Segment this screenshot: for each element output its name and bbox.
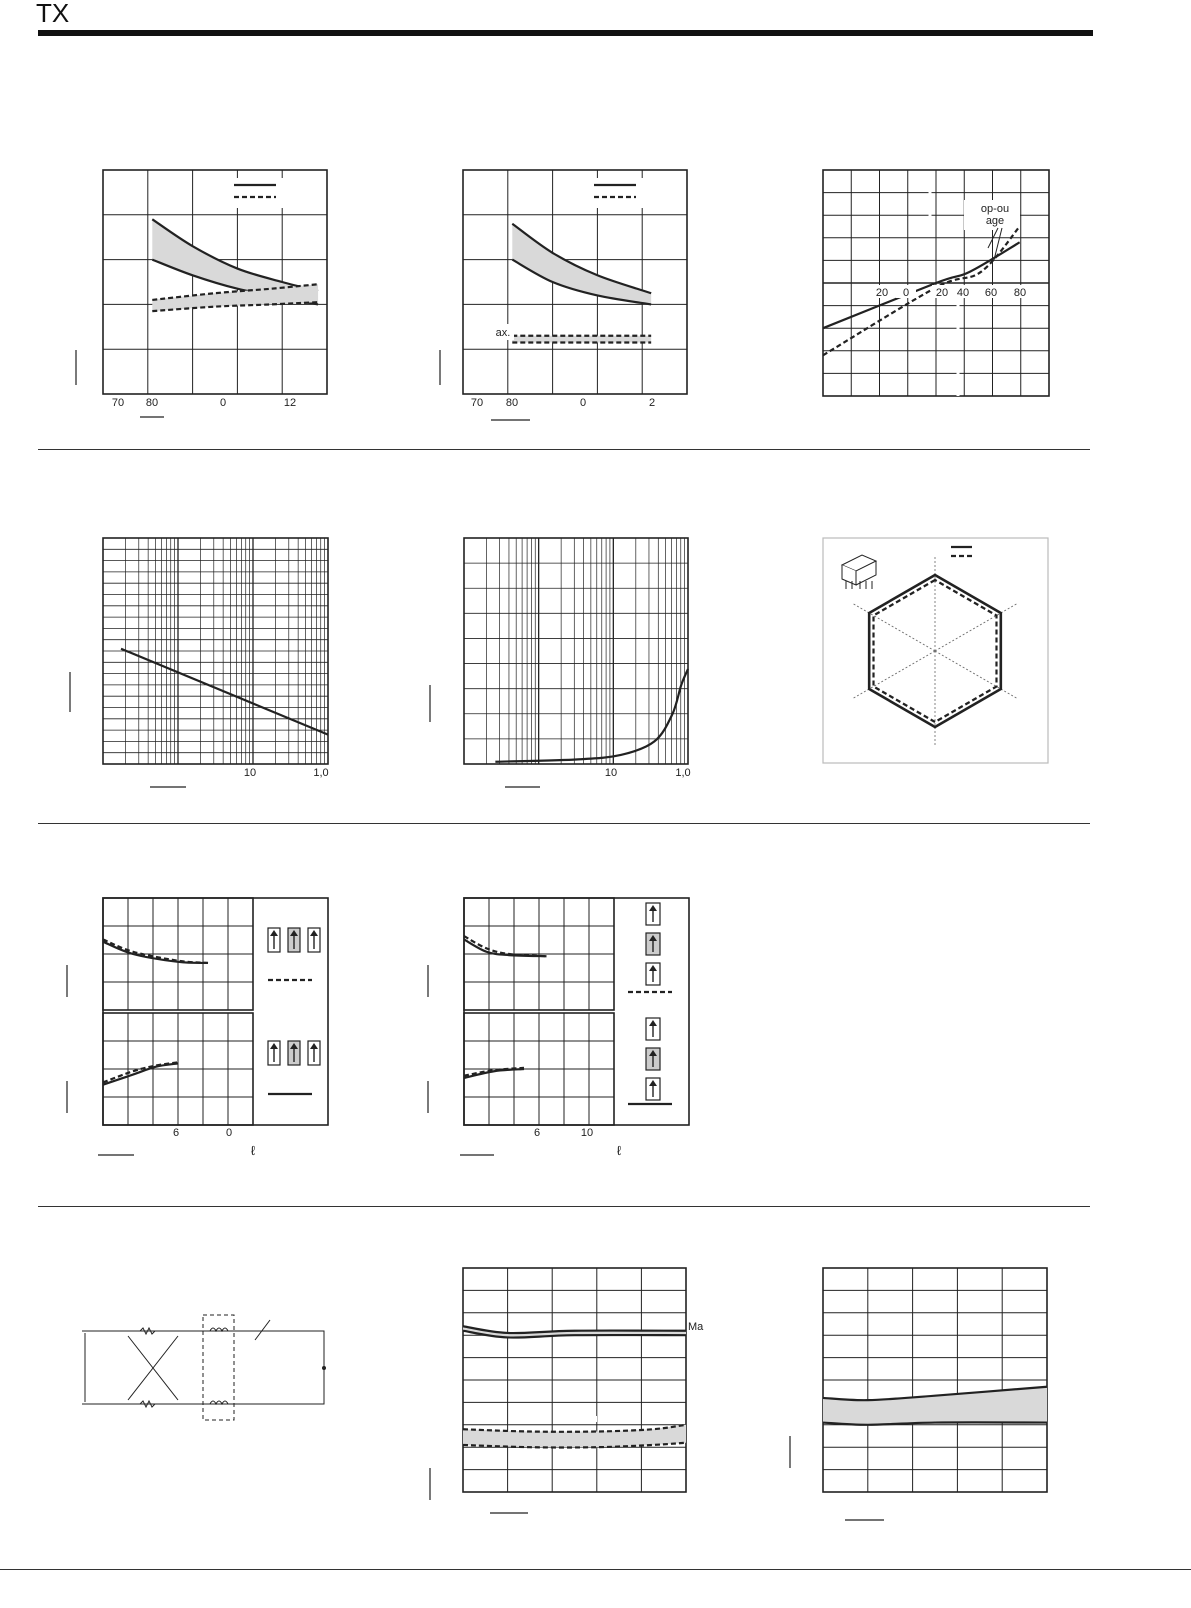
- chart3-x-tick-label: 40: [956, 287, 970, 299]
- chart4-series-0-line: [121, 649, 328, 735]
- chart2-x-tick-label: 80: [505, 397, 519, 409]
- chart5-frame: [464, 538, 688, 764]
- chart10-annotation: Ma: [688, 1321, 704, 1333]
- chart1-x-tick-label: 0: [219, 397, 227, 409]
- chart10-series-1-band-area: [463, 1425, 686, 1447]
- chart5-x-tick-label: 10: [604, 767, 618, 779]
- chart3-x-tick-label: 20: [875, 287, 889, 299]
- chart7-top-coil-icon: [268, 928, 280, 952]
- chart5-series-0-line: [495, 669, 688, 762]
- chart1-legend-box: [230, 178, 326, 208]
- chart5-x-tick-label: 1,0: [675, 767, 691, 779]
- c7-panel-0-series-1-line: [103, 942, 208, 963]
- chart4-x-tick-label: 1,0: [313, 767, 329, 779]
- chart4-x-tick-label: 10: [243, 767, 257, 779]
- chart7-bottom-coil-icon: [308, 1041, 320, 1065]
- chart8-top-coil-icon: [646, 933, 660, 955]
- chart7-top-coil-icon: [308, 928, 320, 952]
- chart3-x-tick-label: 60: [984, 287, 998, 299]
- c8-x-tick-label: 6: [533, 1127, 541, 1139]
- chart7-bottom-coil-icon: [268, 1041, 280, 1065]
- chart7-bottom-coil-icon: [288, 1041, 300, 1065]
- c8-x-tick-label: 10: [580, 1127, 594, 1139]
- switch-contact-icon: [322, 1366, 326, 1370]
- chart7-top-coil-icon: [288, 928, 300, 952]
- chart3-x-tick-label: 80: [1013, 287, 1027, 299]
- chart2-x-tick-label: 70: [470, 397, 484, 409]
- chart2-annotation: ax.: [495, 327, 511, 339]
- circuit-cross-wires: [128, 1336, 178, 1400]
- chart3-x-tick-label: 0: [902, 287, 910, 299]
- chart1-x-tick-label: 80: [145, 397, 159, 409]
- chart2-x-tick-label: 0: [579, 397, 587, 409]
- chart8-bottom-coil-icon: [646, 1048, 660, 1070]
- chart2-legend-box: [590, 178, 686, 208]
- chart8-top-coil-icon: [646, 963, 660, 985]
- chart3-x-tick-label: 20: [935, 287, 949, 299]
- chart1-x-tick-label: 12: [283, 397, 297, 409]
- c7-panel-1-series-1-line: [103, 1063, 178, 1084]
- c7-x-tick-label: 6: [172, 1127, 180, 1139]
- chart3-annotation: op-ou: [980, 203, 1010, 215]
- chart10-label-gap: [646, 1416, 668, 1422]
- c7-x-axis-symbol: ℓ: [250, 1143, 256, 1158]
- chart8-bottom-coil-icon: [646, 1078, 660, 1100]
- chart1-x-tick-label: 70: [111, 397, 125, 409]
- chart11-series-0-band-area: [823, 1387, 1047, 1425]
- c7-x-tick-label: 0: [225, 1127, 233, 1139]
- variable-resistor-arrow-icon: [255, 1320, 270, 1340]
- chart2-x-tick-label: 2: [648, 397, 656, 409]
- chart8-bottom-coil-icon: [646, 1018, 660, 1040]
- chart10-label-gap: [553, 1416, 597, 1422]
- chart3-annotation: age: [985, 215, 1005, 227]
- c8-x-axis-symbol: ℓ: [616, 1143, 622, 1158]
- page-title: TX: [36, 0, 70, 28]
- chart8-top-coil-icon: [646, 903, 660, 925]
